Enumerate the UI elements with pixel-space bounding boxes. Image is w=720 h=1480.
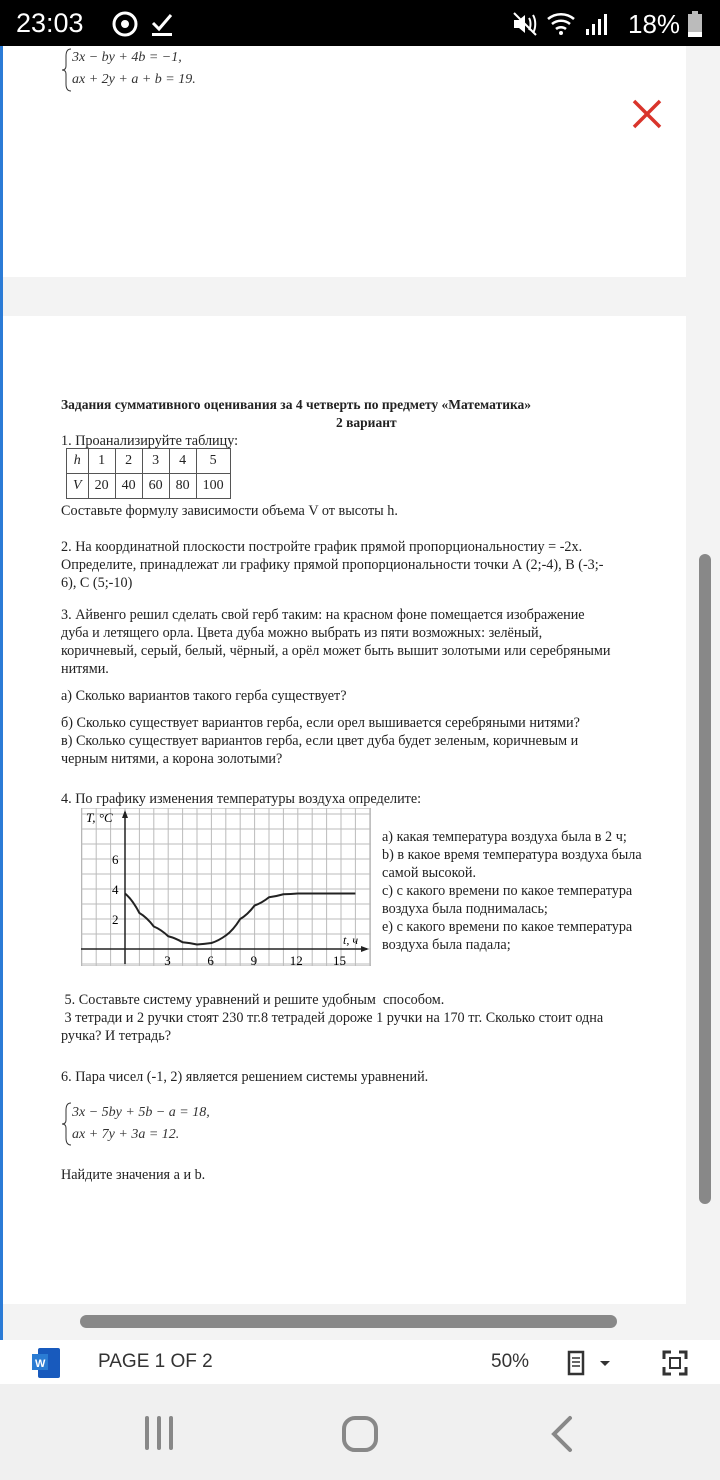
- svg-text:W: W: [35, 1358, 46, 1370]
- data-table: [66, 448, 231, 499]
- horizontal-scrollbar[interactable]: [80, 1315, 617, 1328]
- equation-line: ax + 7y + 3a = 12.: [72, 1127, 180, 1142]
- page-previous: [3, 46, 686, 277]
- x-axis-label: t, ч: [343, 933, 359, 947]
- document-viewer[interactable]: [0, 46, 720, 1340]
- question-5: 5. Составьте систему уравнений и решите удобным способом. 3 тетради и 2 ручки стоят 230 тг.8 тетрадей дороже 1 ручки на 170 тг. Сколько стоит одна ручка? И тетрадь?: [61, 992, 604, 1044]
- wifi-icon: [546, 10, 578, 36]
- vertical-scrollbar[interactable]: [699, 554, 711, 1204]
- table-row: h 1 2 3 4 5: [67, 449, 231, 474]
- recent-apps-icon[interactable]: [142, 1414, 176, 1452]
- home-icon[interactable]: [340, 1414, 380, 1454]
- battery-percent: 18%: [628, 9, 681, 39]
- question-4-items: а) какая температура воздуха была в 2 ч; b) в какое время температура воздуха была самой высокой. с) с какого времени по какое температура воздуха была поднималась; е) с какого времени по какое температура воздуха была падала;: [382, 829, 642, 953]
- question-3c: в) Сколько существует вариантов герба, если цвет дуба будет зеленым, коричневым и черным нитями, а корона золотыми?: [61, 733, 579, 767]
- question-3a: а) Сколько вариантов такого герба существует?: [61, 688, 347, 704]
- status-bar: [0, 0, 720, 46]
- x-tick-label: 9: [250, 953, 258, 966]
- download-done-icon: [150, 11, 174, 37]
- word-icon: [32, 1348, 60, 1378]
- bottom-toolbar: [0, 1340, 720, 1384]
- x-tick-label: 15: [333, 953, 346, 966]
- fullscreen-icon[interactable]: [662, 1350, 688, 1376]
- x-tick-label: 12: [289, 953, 303, 966]
- view-mode-icon[interactable]: [566, 1350, 614, 1376]
- page-current: [3, 316, 686, 1304]
- document-subtitle: 2 вариант: [336, 415, 397, 430]
- equation-line: 3x − 5by + 5b − a = 18,: [72, 1105, 210, 1120]
- y-tick-label: 4: [112, 882, 119, 897]
- question-1-task: Составьте формулу зависимости объема V от высоты h.: [61, 503, 398, 519]
- zoom-level[interactable]: 50%: [491, 1351, 530, 1372]
- y-axis-label: T, °C: [86, 810, 113, 825]
- document-title: Задания суммативного оценивания за 4 четверть по предмету «Математика»: [61, 397, 532, 412]
- equation-line: 3x − by + 4b = −1,: [72, 50, 182, 65]
- chrome-icon: [112, 11, 138, 37]
- equation-line: ax + 2y + a + b = 19.: [72, 72, 196, 87]
- question-6-task: Найдите значения a и b.: [61, 1167, 206, 1183]
- x-tick-label: 6: [207, 953, 214, 966]
- x-tick-label: 3: [164, 953, 171, 966]
- close-icon[interactable]: [631, 98, 663, 130]
- question-2: 2. На координатной плоскости постройте график прямой пропорциональностиу = -2x. Определите, принадлежат ли графику прямой пропорциональности точки А (2;-4), В (-3;- 6), С (5;-10): [61, 539, 604, 591]
- y-tick-label: 6: [112, 852, 119, 867]
- page-indicator: PAGE 1 OF 2: [98, 1351, 213, 1372]
- back-icon[interactable]: [548, 1414, 576, 1454]
- table-row: V 20 40 60 80 100: [67, 474, 231, 499]
- question-6: 6. Пара чисел (-1, 2) является решением системы уравнений.: [61, 1069, 429, 1085]
- y-tick-label: 2: [112, 912, 119, 927]
- question-1: 1. Проанализируйте таблицу:: [61, 433, 239, 449]
- navigation-bar: [0, 1384, 720, 1480]
- temperature-graph: [81, 808, 371, 966]
- clock: 23:03: [16, 8, 84, 38]
- question-3b: б) Сколько существует вариантов герба, если орел вышивается серебряными нитями?: [61, 715, 580, 731]
- battery-icon: [688, 11, 702, 37]
- question-4: 4. По графику изменения температуры воздуха определите:: [61, 791, 422, 807]
- signal-icon: [584, 12, 608, 36]
- mute-icon: [512, 11, 538, 37]
- question-3: 3. Айвенго решил сделать свой герб таким: на красном фоне помещается изображение дуба и летящего орла. Цвета дуба можно выбрать из пяти возможных: зелёный, коричневый, серый, белый, чёрный, а орёл может быть вышит золотыми или серебряными нитями.: [61, 607, 611, 677]
